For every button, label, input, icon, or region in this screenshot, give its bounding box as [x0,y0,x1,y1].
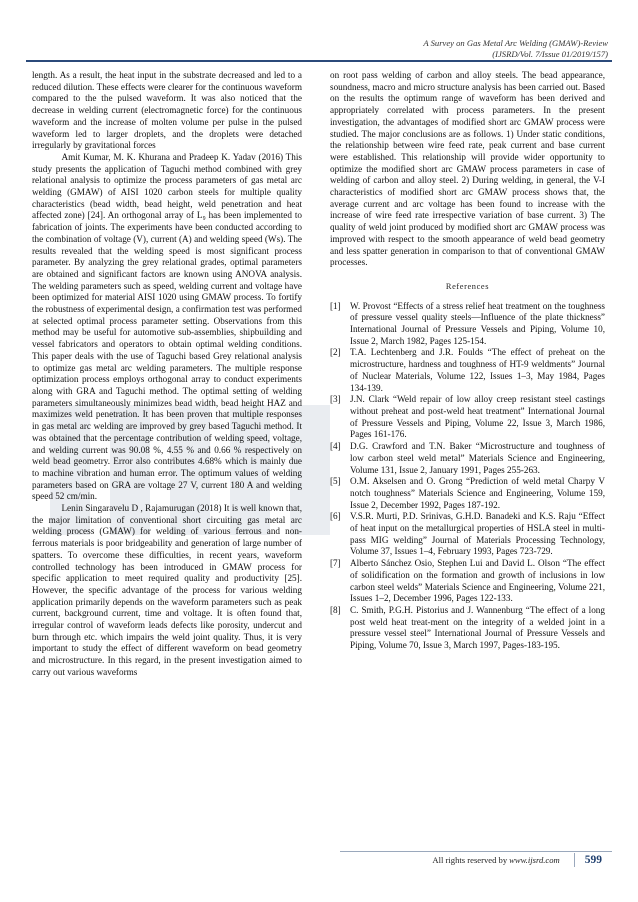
reference-text: T.A. Lechtenberg and J.R. Foulds “The effect of preheat on the microstructure, hardness and toughness of HT-9 weldments” Journal of Nuclear Materials, Volume 122, Issues 1–3, May 1984, Pages 134-139. [350,347,605,393]
reference-number: [2] [330,347,341,358]
running-header [423,38,608,60]
footer-rights: All rights reserved by [432,855,508,865]
reference-number: [1] [330,300,341,311]
reference-number: [4] [330,441,341,452]
page-number: 599 [574,853,602,867]
header-rule [26,60,612,62]
reference-text: V.S.R. Murti, P.D. Srinivas, G.H.D. Banadeki and K.S. Raju “Effect of heat input on the metallurgical properties of HSLA steel in multi-pass MIG welding” Journal of Materials Processing Technology, Volume 37, Issues 1–4, February 1993, Pages 723-729. [350,511,605,557]
reference-item [330,605,605,652]
reference-item [330,301,605,348]
left-paragraph-1: length. As a result, the heat input in the substrate decreased and led to a reduced dilution. These effects were clearer for the continuous waveform compared to the the pulsed waveform. It was also noticed that the decrease in welding current (electromagnetic force) for the continuous waveform and the increase of molten volume per pulse in the pulsed waveform led to larger droplets, and the droplets were detached irregularly by gravitational forces [32,70,302,151]
left-column [32,70,302,679]
reference-number: [3] [330,394,341,405]
footer-site-link[interactable]: www.ijsrd.com [509,855,560,865]
reference-number: [5] [330,476,341,487]
footer-rule [340,851,612,852]
reference-text: O.M. Akselsen and O. Grong “Prediction of weld metal Charpy V notch toughness” Materials Science and Engineering, Volume 159, Issue 2, December 1992, Pages 187-192. [350,476,605,510]
right-paragraph-1: on root pass welding of carbon and alloy steels. The bead appearance, soundness, macro and micro structure analysis has been carried out. Based on the results the optimum range of waveform has been derived and appropriately correlated with process parameters. In the present investigation, the advantages of modified short arc GMAW process were studied. The major conclusions are as follows. 1) Under static conditions, the relationship between wire feed rate, peak current and base current were established. This relationship will provide wider opportunity to optimize the modified short arc GMAW process parameters in case of welding of carbon and alloy steel. 2) During welding, in general, the V-I characteristics of modified short arc GMAW process shows that, the average current and arc voltage has been found to increase with the increase of wire feed rate irrespective variation of base current. 3) The quality of weld joint produced by modified short arc GMAW process was improved with respect to the smooth appearance of weld bead geometry and less spatter generation in comparison to that of conventional GMAW processes. [330,70,605,268]
header-citation: (IJSRD/Vol. 7/Issue 01/2019/157) [492,49,608,59]
reference-number: [7] [330,558,341,569]
reference-text: D.G. Crawford and T.N. Baker “Microstructure and toughness of low carbon steel weld metal” Materials Science and Engineering, Volume 131, Issue 2, January 1991, Pages 255-263. [350,441,605,475]
reference-item [330,511,605,558]
reference-item [330,347,605,394]
references-heading: References [445,281,490,291]
reference-number: [8] [330,604,341,615]
reference-item [330,441,605,476]
reference-text: J.N. Clark “Weld repair of low alloy creep resistant steel castings without preheat and post-weld heat treatment” International Journal of Pressure Vessels and Piping, Volume 22, Issue 3, March 1986, Pages 161-176. [350,394,605,440]
page-footer [432,853,602,867]
left-paragraph-3: Lenin Singaravelu D , Rajamurugan (2018) It is well known that, the major limitation of conventional short circuiting gas metal arc welding process (GMAW) for welding of various ferrous and non-ferrous materials is poor bridgeability and generation of large number of spatters. To overcome these difficulties, in recent years, waveform controlled technology has been introduced in GMAW process for specific application to meet required quality and productivity [25]. However, the specific advantage of the process for various welding application primarily depends on the waveform parameters such as peak current, background current, time and voltage. It is often found that, irregular control of waveform leads defects like porosity, undercut and burn through etc. which impairs the weld joint quality. Thus, it is very important to study the effect of different waveform on bead geometry and microstructure. In this regard, in the present investigation aimed to carry out various waveforms [32,503,302,677]
right-column [330,70,605,652]
reference-text: Alberto Sánchez Osio, Stephen Lui and David L. Olson “The effect of solidification on the formation and growth of inclusions in low carbon steel welds” Materials Science and Engineering, Volume 221, Issues 1–2, December 1996, Pages 122-133. [350,558,605,604]
reference-item [330,476,605,511]
references-list [330,301,605,652]
reference-item [330,394,605,441]
reference-text: W. Provost “Effects of a stress relief heat treatment on the toughness of pressure vessel quality steels—Influence of the plate thickness” International Journal of Pressure Vessels and Piping, Volume 10, Issue 2, March 1982, Pages 125-154. [350,300,605,346]
left-paragraph-2: Amit Kumar, M. K. Khurana and Pradeep K. Yadav (2016) This study presents the application of Taguchi method combined with grey relational analysis to optimize the process parameters of gas metal arc welding (GMAW) of AISI 1020 carbon steels for multiple quality characteristics (bead width, bead height, weld penetration and heat affected zone) [24]. An orthogonal array of L₉ has been implemented to fabrication of joints. The experiments have been conducted according to the combination of voltage (V), current (A) and welding speed (Ws). The results revealed that the welding speed is most significant process parameter. By analyzing the grey relational grades, optimal parameters are obtained and significant factors are known using ANOVA analysis. The welding parameters such as speed, welding current and voltage have been optimized for material AISI 1020 using GMAW process. To fortify the robustness of experimental design, a confirmation test was performed at selected optimal process parameter setting. Observations from this method may be useful for automotive sub-assemblies, shipbuilding and vessel fabricators and operators to obtain optimal welding conditions. This paper deals with the use of Taguchi based Grey relational analysis to optimize gas metal arc welding parameters. The multiple response optimization process employs orthogonal array to conduct experiments along with GRA and Taguchi method. The optimal setting of welding parameters simultaneously minimizes bead width, bead height HAZ and maximizes weld penetration. It has been proven that multiple responses in gas metal arc welding are improved by grey based Taguchi method. It was obtained that the percentage contribution of welding speed, voltage, and welding current was 90.08 %, 4.55 % and 0.66 % respectively on weld bead geometry. Error also contributes 4.68% which is mainly due to machine vibration and human error. The optimum values of welding parameters based on GRA are voltage 27 V, current 180 A and welding speed 52 cm/min. [32,151,302,502]
reference-text: C. Smith, P.G.H. Pistorius and J. Wannenburg “The effect of a long post weld heat treat-ment on the integrity of a welded joint in a pressure vessel steel” International Journal of Pressure Vessels and Piping, Volume 70, Issue 3, March 1997, Pages-183-195. [350,604,605,651]
reference-item [330,558,605,605]
header-title: A Survey on Gas Metal Arc Welding (GMAW)-Review [423,38,608,48]
reference-number: [6] [330,511,341,522]
